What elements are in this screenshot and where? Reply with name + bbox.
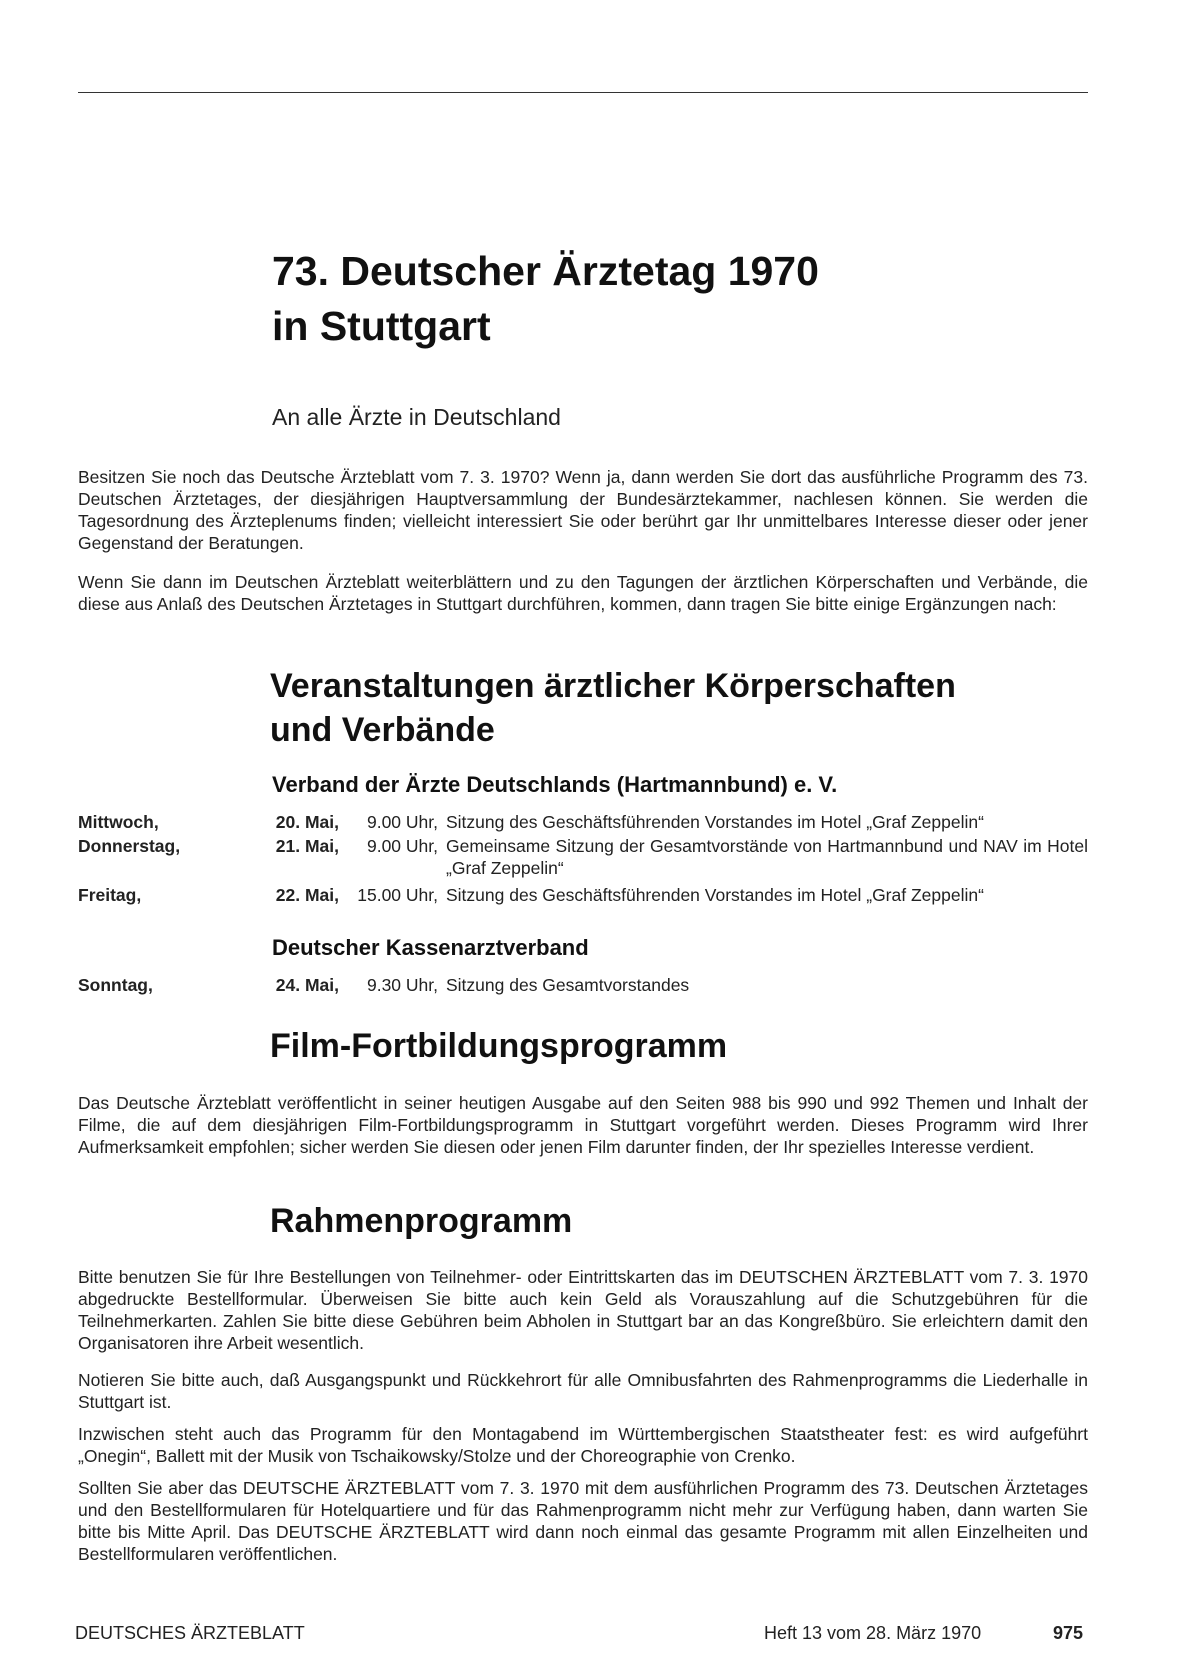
event-time: 15.00 Uhr, bbox=[357, 885, 438, 905]
footer-page-number: 975 bbox=[1053, 1623, 1084, 1643]
event-description: Sitzung des Gesamtvorstandes bbox=[446, 975, 690, 995]
event-date: 20. Mai, bbox=[275, 812, 339, 832]
event-row bbox=[78, 974, 1088, 996]
event-row bbox=[78, 835, 1088, 879]
title-line-2: in Stuttgart bbox=[272, 303, 491, 349]
subtitle: An alle Ärzte in Deutschland bbox=[272, 404, 561, 430]
event-description: Gemeinsame Sitzung der Gesamtvorstände von Hartmannbund und NAV im Hotel „Graf Zeppelin“ bbox=[446, 836, 1088, 878]
event-row bbox=[78, 811, 1088, 833]
rahmen-paragraph-2: Notieren Sie bitte auch, daß Ausgangspunkt und Rückkehrort für alle Omnibusfahrten des Rahmenprogramms die Liederhalle in Stuttgart ist. bbox=[78, 1370, 1088, 1412]
event-description: Sitzung des Geschäftsführenden Vorstandes im Hotel „Graf Zeppelin“ bbox=[446, 885, 984, 905]
top-rule bbox=[78, 92, 1088, 93]
section-heading-line-1: Veranstaltungen ärztlicher Körperschaften bbox=[270, 667, 956, 705]
film-paragraph: Das Deutsche Ärzteblatt veröffentlicht in seiner heutigen Ausgabe auf den Seiten 988 bis 990 und 992 Themen und Inhalt der Filme, die auf dem diesjährigen Film-Fortbildungsprogramm in Stuttgart vorgeführt werden. Dieses Programm wird Ihrer Aufmerksamkeit empfohlen; sicher werden Sie diesen oder jenen Film darunter finden, der Ihr spezielles Interesse verdient. bbox=[78, 1093, 1088, 1157]
section-heading-line-2: und Verbände bbox=[270, 711, 495, 749]
footer-journal-name: DEUTSCHES ÄRZTEBLATT bbox=[75, 1623, 305, 1643]
event-date: 24. Mai, bbox=[275, 975, 339, 995]
rahmen-paragraph-3: Inzwischen steht auch das Programm für den Montagabend im Württembergischen Staatstheater fest: es wird aufgeführt „Onegin“, Ballett mit der Musik von Tschaikowsky/Stolze und der Choreographie von Crenko. bbox=[78, 1424, 1088, 1466]
event-time: 9.30 Uhr, bbox=[366, 975, 438, 995]
event-day: Donnerstag, bbox=[78, 836, 181, 856]
section-heading-film: Film-Fortbildungsprogramm bbox=[270, 1027, 728, 1065]
rahmen-paragraph-1: Bitte benutzen Sie für Ihre Bestellungen von Teilnehmer- oder Eintrittskarten das im DEUTSCHEN ÄRZTEBLATT vom 7. 3. 1970 abgedruckte Bestellformular. Überweisen Sie bitte auch kein Geld als Vorauszahlung auf die Schutzgebühren für die Teilnehmerkarten. Zahlen Sie bitte diese Gebühren beim Abholen in Stuttgart bar an das Kongreßbüro. Sie erleichtern damit den Organisatoren ihre Arbeit wesentlich. bbox=[78, 1267, 1088, 1353]
event-day: Mittwoch, bbox=[78, 812, 159, 832]
intro-paragraph-1: Besitzen Sie noch das Deutsche Ärzteblatt vom 7. 3. 1970? Wenn ja, dann werden Sie dort das ausführliche Programm des 73. Deutschen Ärztetages, der diesjährigen Hauptversammlung der Bundesärztekammer, nachlesen können. Sie werden die Tagesordnung des Ärzteplenums finden; vielleicht interessiert Sie oder berührt gar Ihr unmittelbares Interesse dieser oder jener Gegenstand der Beratungen. bbox=[78, 467, 1088, 553]
event-day: Sonntag, bbox=[78, 975, 153, 995]
event-date: 22. Mai, bbox=[275, 885, 339, 905]
event-time: 9.00 Uhr, bbox=[366, 836, 438, 856]
intro-paragraph-2: Wenn Sie dann im Deutschen Ärzteblatt weiterblättern und zu den Tagungen der ärztlichen Körperschaften und Verbände, die diese aus Anlaß des Deutschen Ärztetages in Stuttgart durchführen, kommen, dann tragen Sie bitte einige Ergänzungen nach: bbox=[78, 572, 1088, 614]
section-heading-rahmenprogramm: Rahmenprogramm bbox=[270, 1202, 573, 1240]
rahmen-paragraph-4: Sollten Sie aber das DEUTSCHE ÄRZTEBLATT vom 7. 3. 1970 mit dem ausführlichen Programm des 73. Deutschen Ärztetages und den Bestellformularen für Hotelquartiere und für das Rahmenprogramm nicht mehr zur Verfügung haben, dann warten Sie bitte bis Mitte April. Das DEUTSCHE ÄRZTEBLATT wird dann noch einmal das gesamte Programm mit allen Einzelheiten und Bestellformularen veröffentlichen. bbox=[78, 1478, 1088, 1564]
subheading-hartmannbund: Verband der Ärzte Deutschlands (Hartmannbund) e. V. bbox=[272, 772, 838, 797]
title-line-1: 73. Deutscher Ärztetag 1970 bbox=[272, 248, 819, 294]
event-date: 21. Mai, bbox=[275, 836, 339, 856]
event-row bbox=[78, 884, 1088, 906]
event-time: 9.00 Uhr, bbox=[366, 812, 438, 832]
section-heading-veranstaltungen bbox=[270, 664, 956, 752]
event-description: Sitzung des Geschäftsführenden Vorstandes im Hotel „Graf Zeppelin“ bbox=[446, 812, 984, 832]
event-day: Freitag, bbox=[78, 885, 142, 905]
subheading-kassenarztverband: Deutscher Kassenarztverband bbox=[272, 935, 589, 960]
footer-issue: Heft 13 vom 28. März 1970 bbox=[764, 1623, 982, 1643]
page-title bbox=[272, 244, 1032, 354]
